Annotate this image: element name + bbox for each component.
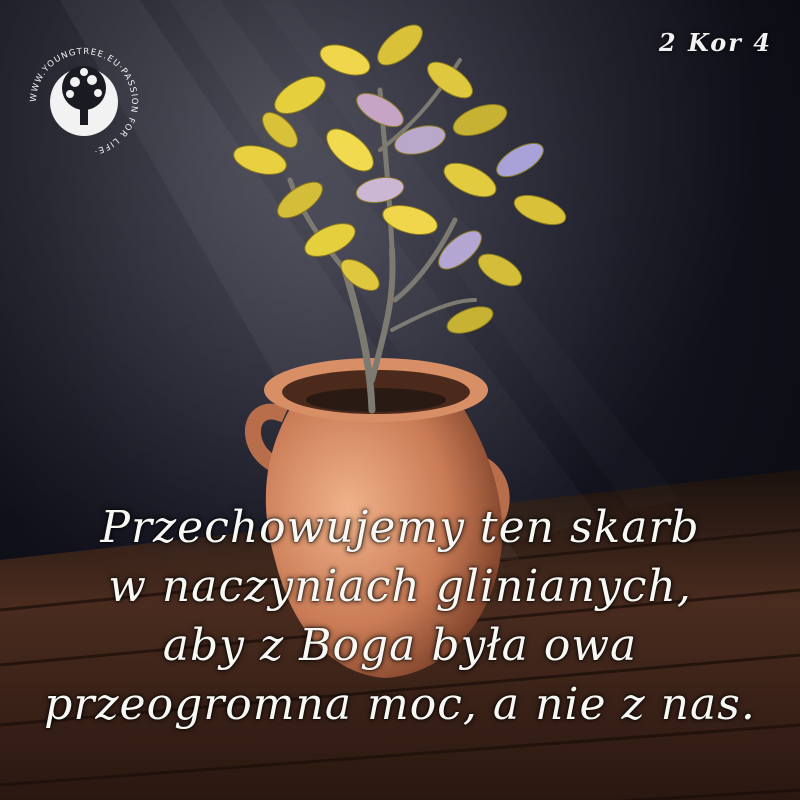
logo-text: WWW.YOUNGTREE.EU·PASSION FOR LIFE· [28, 46, 140, 157]
verse-line: Przechowujemy ten skarb [100, 502, 700, 553]
verse-line: aby z Boga była owa [162, 620, 638, 671]
verse-line: w naczyniach glinianych, [108, 561, 692, 612]
verse-line: przeogromna moc, a nie z nas. [44, 679, 756, 730]
verse-text [0, 498, 800, 734]
brand-logo [20, 38, 148, 166]
scripture-reference: 2 Kor 4 [658, 28, 772, 57]
